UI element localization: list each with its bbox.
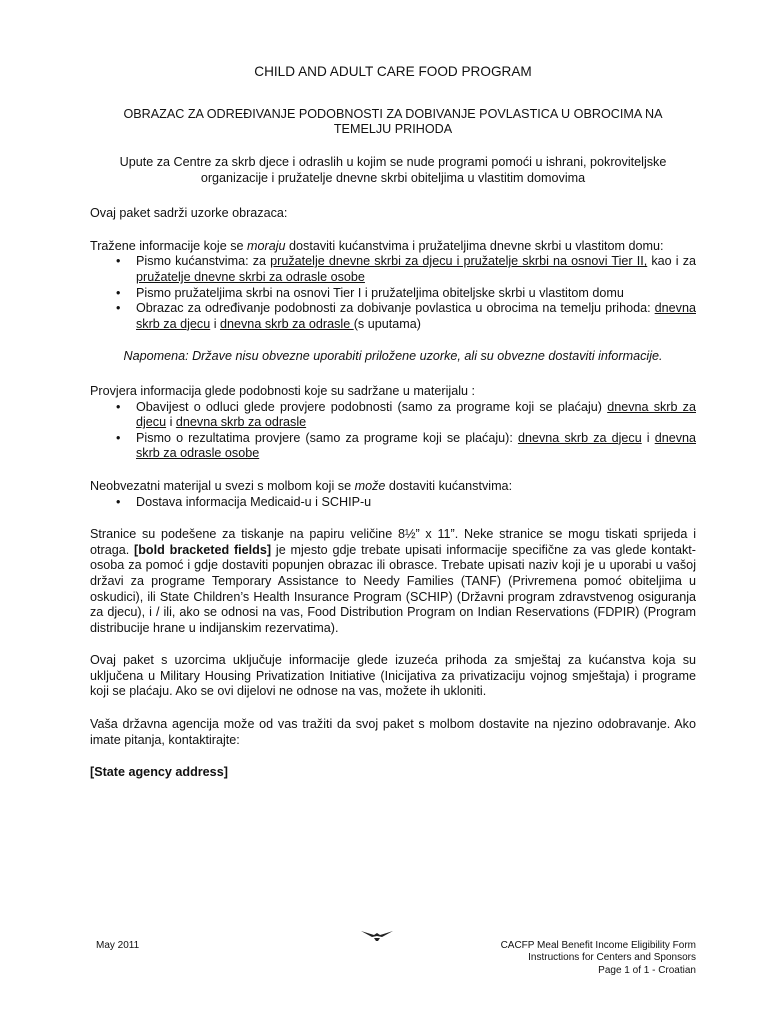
list-item bbox=[136, 431, 696, 462]
exclusions-paragraph: Ovaj paket s uzorcima uključuje informacije glede izuzeća prihoda za smještaj za kućanstva koja su uključena u Military Housing Privatization Initiative (Inicijativa za privatizaciju vojnog smještaja) i programe koji se plaćaju. Ako se ovi dijelovi ne odnose na vas, možete ih ukloniti. bbox=[90, 653, 696, 699]
document-subtitle bbox=[90, 107, 696, 138]
list-item bbox=[136, 400, 696, 431]
footer-page-number: Page 1 of 1 - Croatian bbox=[598, 964, 696, 976]
document-title: CHILD AND ADULT CARE FOOD PROGRAM bbox=[254, 64, 532, 79]
required-info-post: dostaviti kućanstvima i pružateljima dnevne skrbi u vlastitom domu: bbox=[285, 238, 664, 253]
daycare-children-link[interactable]: pružatelje dnevne skrbi za djecu i pružatelje skrbi na osnovi Tier II, bbox=[270, 254, 648, 269]
footer-instructions: Instructions for Centers and Sponsors bbox=[528, 952, 696, 964]
item-text: i bbox=[210, 316, 220, 331]
item-text: i bbox=[166, 415, 176, 430]
footer-form-name: CACFP Meal Benefit Income Eligibility Form bbox=[500, 940, 696, 951]
notice-children-link[interactable]: dnevna skrb za djecu bbox=[136, 399, 696, 430]
required-items-list bbox=[90, 254, 696, 332]
note-text: Napomena: Države nisu obvezne uporabiti priložene uzorke, ali su obvezne dostaviti informacije. bbox=[123, 349, 663, 364]
item-text: Obrazac za određivanje podobnosti za dobivanje povlastica u obrocima na temelju prihoda: bbox=[136, 301, 655, 316]
list-item bbox=[136, 254, 696, 285]
list-item bbox=[136, 286, 696, 302]
list-item bbox=[136, 301, 696, 332]
footer-right-block bbox=[501, 940, 696, 977]
results-children-link[interactable]: dnevna skrb za djecu bbox=[517, 430, 642, 445]
verification-items-list bbox=[90, 400, 696, 462]
form-children-link[interactable]: dnevna skrb za djecu bbox=[136, 301, 696, 331]
notice-adults-link[interactable]: dnevna skrb za odrasle bbox=[175, 415, 307, 430]
optional-pre: Neobvezatni materijal u svezi s molbom koji se bbox=[90, 478, 355, 493]
agency-paragraph: Vaša državna agencija može od vas tražiti da svoj paket s molbom dostavite na njezino odobravanje. Ako imate pitanja, kontaktirajte: bbox=[90, 717, 696, 747]
list-item: • Dostava informacija Medicaid-u i SCHIP-u bbox=[136, 495, 696, 511]
results-adults-link[interactable]: dnevna skrb za odrasle osobe bbox=[136, 430, 697, 461]
intro-line-1: Upute za Centre za skrb djece i odraslih u kojim se nude programi pomoći u ishrani, pokroviteljske bbox=[119, 155, 667, 170]
usda-eagle-logo-icon bbox=[360, 928, 394, 942]
verification-heading: Provjera informacija glede podobnosti koje su sadržane u materijalu : bbox=[90, 383, 476, 398]
pages-pre: Stranice su podešene za tiskanje na papiru veličine 8½” x 11”. Neke stranice se mogu tiskati sprijeda i otraga. bbox=[90, 527, 696, 557]
subtitle-line-1: OBRAZAC ZA ODREĐIVANJE PODOBNOSTI ZA DOBIVANJE POVLASTICA U OBROCIMA NA bbox=[123, 106, 663, 121]
subtitle-line-2: TEMELJU PRIHODA bbox=[333, 122, 453, 136]
footer-date: May 2011 bbox=[96, 940, 140, 951]
item-text: (s uputama) bbox=[353, 316, 421, 331]
intro-line-2: organizacije i pružatelje dnevne skrbi obiteljima u vlastitim domovima bbox=[200, 170, 586, 185]
item-text: i bbox=[641, 430, 655, 445]
item-text: Pismo o rezultatima provjere (samo za programe koji se plaćaju): bbox=[136, 430, 518, 445]
agency-address: [State agency address] bbox=[90, 765, 228, 780]
intro-text bbox=[90, 155, 696, 186]
pages-post: je mjesto gdje trebate upisati informacije specifične za vas glede kontakt-osoba za pomoć i gdje dostaviti popunjen obrazac ili obrasce. Trebate upisati naziv koji je u uporabi u vašoj državi za programe Temporary Assistance to Needy Families (TANF) (Privremena pomoć obiteljima u oskudici), ili State Children’s Health Insurance Program (SCHIP) (Državni program zdravstvenog osiguranja za djecu), i / ili, ako se odnosi na vas, Food Distribution Program on Indian Reservations (FDPIR) (Program distribucije hrane u indijanskim rezervatima). bbox=[90, 542, 696, 635]
pages-paragraph bbox=[90, 527, 696, 636]
document-body bbox=[90, 64, 696, 781]
optional-items-list bbox=[90, 495, 696, 511]
item-text: Pismo kućanstvima: za bbox=[136, 254, 271, 269]
optional-heading bbox=[90, 479, 696, 495]
item-text: kao i za bbox=[647, 254, 697, 269]
item-text: Obavijest o odluci glede provjere podobnosti (samo za programe koji se plaćaju) bbox=[136, 399, 608, 414]
bold-fields-text: [bold bracketed fields] bbox=[134, 542, 272, 557]
daycare-adults-link[interactable]: pružatelje dnevne skrbi za odrasle osobe bbox=[136, 270, 365, 284]
form-adults-link[interactable]: dnevna skrb za odrasle bbox=[220, 316, 354, 331]
required-info-em: moraju bbox=[247, 238, 286, 253]
item-text: Pismo pružateljima skrbi na osnovi Tier I i pružateljima obiteljske skrbi u vlastitom domu bbox=[136, 285, 624, 300]
optional-em: može bbox=[354, 478, 386, 493]
optional-post: dostaviti kućanstvima: bbox=[385, 478, 513, 493]
required-info-pre: Tražene informacije koje se bbox=[90, 238, 248, 253]
package-contains-text: Ovaj paket sadrži uzorke obrazaca: bbox=[90, 206, 288, 221]
required-info-heading bbox=[90, 239, 696, 255]
